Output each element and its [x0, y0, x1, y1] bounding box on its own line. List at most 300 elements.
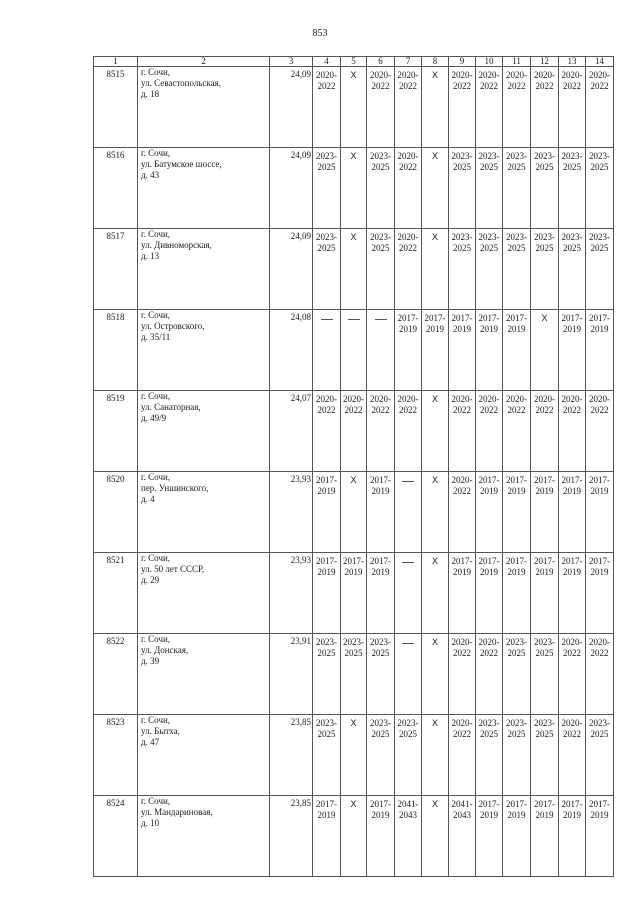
period-start: 2023- — [451, 232, 473, 242]
period-start: 2020- — [397, 70, 419, 80]
period-start: 2023- — [534, 718, 555, 728]
period-end: 2025 — [317, 162, 336, 172]
column-number: 5 — [341, 57, 367, 67]
period-end: 2025 — [535, 648, 554, 658]
address-line: г. Сочи, — [141, 715, 171, 725]
address-line: д. 13 — [141, 251, 160, 261]
period-cell — [341, 553, 367, 634]
period-cell — [531, 553, 559, 634]
period-cell — [586, 67, 614, 148]
table-row — [94, 229, 614, 310]
period-start: 2017- — [534, 799, 555, 809]
period-cell — [476, 148, 503, 229]
period-cell — [586, 634, 614, 715]
period-cell — [395, 796, 422, 877]
period-start: 2020- — [589, 70, 610, 80]
period-cell — [559, 715, 586, 796]
period-cell — [503, 715, 531, 796]
address-line: г. Сочи, — [141, 634, 171, 644]
period-end: 2025 — [480, 162, 498, 172]
period-cell — [422, 391, 449, 472]
period-start: 2017- — [478, 313, 500, 323]
period-end: 2019 — [371, 486, 390, 496]
column-number: 12 — [531, 57, 559, 67]
column-number: 2 — [138, 57, 270, 67]
period-start: 2023- — [451, 151, 473, 161]
period-start: 2023- — [534, 151, 555, 161]
period-end: 2022 — [507, 405, 526, 415]
period-cell — [395, 634, 422, 715]
period-start: 2020- — [561, 718, 583, 728]
address-line: д. 10 — [141, 818, 160, 828]
period-end: 2022 — [453, 648, 471, 658]
address-line: ул. Донская, — [141, 645, 189, 655]
period-cell — [395, 553, 422, 634]
period-end: 2019 — [480, 486, 498, 496]
period-cell — [367, 553, 395, 634]
period-cell — [341, 472, 367, 553]
period-start: 2023- — [589, 151, 610, 161]
period-cell — [341, 634, 367, 715]
period-cell — [395, 472, 422, 553]
period-cell — [367, 148, 395, 229]
period-end: 2019 — [371, 567, 390, 577]
period-cell — [341, 796, 367, 877]
period-start: 2020- — [316, 394, 337, 404]
period-cell — [503, 229, 531, 310]
x-mark: X — [431, 394, 438, 404]
address-line: г. Сочи, — [141, 67, 171, 77]
period-cell — [503, 67, 531, 148]
period-start: 2020- — [370, 70, 391, 80]
period-start: 2020- — [478, 637, 500, 647]
period-cell — [503, 553, 531, 634]
address-line: г. Сочи, — [141, 391, 171, 401]
period-start: 2023- — [534, 637, 555, 647]
column-number: 14 — [586, 57, 614, 67]
period-cell — [586, 715, 614, 796]
period-start: 2023- — [561, 151, 583, 161]
period-start: 2023- — [561, 232, 583, 242]
x-mark: X — [431, 799, 438, 809]
period-start: 2020- — [451, 475, 473, 485]
period-cell — [476, 472, 503, 553]
period-cell — [341, 229, 367, 310]
period-start: 2017- — [561, 475, 583, 485]
period-end: 2022 — [590, 405, 609, 415]
period-cell — [422, 67, 449, 148]
period-start: 2020- — [370, 394, 391, 404]
period-end: 2022 — [563, 405, 581, 415]
column-number: 13 — [559, 57, 586, 67]
address-line: д. 47 — [141, 737, 160, 747]
period-end: 2025 — [371, 243, 390, 253]
period-cell — [476, 715, 503, 796]
address-line: г. Сочи, — [141, 553, 171, 563]
address-line: г. Сочи, — [141, 229, 171, 239]
period-end: 2025 — [563, 162, 581, 172]
period-cell — [476, 634, 503, 715]
table-row — [94, 715, 614, 796]
period-end: 2019 — [590, 567, 609, 577]
address-line: д. 18 — [141, 89, 160, 99]
period-start: 2020- — [451, 718, 473, 728]
period-start: 2020- — [561, 637, 583, 647]
dash-mark — [375, 319, 387, 320]
address-cell — [138, 472, 270, 553]
period-start: 2023- — [478, 718, 500, 728]
period-end: 2022 — [399, 162, 417, 172]
period-end: 2025 — [507, 648, 526, 658]
period-start: 2023- — [506, 232, 527, 242]
period-cell — [503, 472, 531, 553]
period-start: 2020- — [534, 394, 555, 404]
period-cell — [531, 715, 559, 796]
period-cell — [476, 391, 503, 472]
column-number: 11 — [503, 57, 531, 67]
period-start: 2017- — [370, 799, 391, 809]
period-cell — [422, 472, 449, 553]
period-cell — [341, 67, 367, 148]
period-end: 2025 — [590, 162, 609, 172]
period-cell — [531, 148, 559, 229]
period-end: 2019 — [563, 567, 581, 577]
x-mark: X — [431, 232, 438, 242]
page-number: 853 — [312, 28, 328, 39]
period-start: 2017- — [370, 556, 391, 566]
period-start: 2017- — [506, 475, 527, 485]
period-start: 2020- — [343, 394, 364, 404]
period-start: 2023- — [478, 151, 500, 161]
period-cell — [586, 472, 614, 553]
column-number: 3 — [270, 57, 313, 67]
period-end: 2025 — [590, 729, 609, 739]
address-line: ул. Севастопольская, — [141, 78, 222, 88]
period-end: 2022 — [317, 81, 336, 91]
table-row — [94, 472, 614, 553]
row-number: 8515 — [94, 67, 138, 148]
period-end: 2019 — [590, 810, 609, 820]
period-start: 2017- — [316, 556, 337, 566]
period-cell — [367, 796, 395, 877]
period-start: 2017- — [561, 313, 583, 323]
period-end: 2022 — [453, 405, 471, 415]
period-end: 2022 — [317, 405, 336, 415]
period-start: 2020- — [478, 394, 500, 404]
value-cell: 24,09 — [270, 148, 313, 229]
period-end: 2025 — [563, 243, 581, 253]
address-cell — [138, 148, 270, 229]
period-start: 2017- — [424, 313, 446, 323]
period-start: 2017- — [506, 799, 527, 809]
address-cell — [138, 553, 270, 634]
value-cell: 24,08 — [270, 310, 313, 391]
period-end: 2025 — [371, 648, 390, 658]
period-end: 2022 — [399, 243, 417, 253]
period-cell — [586, 148, 614, 229]
period-start: 2017- — [343, 556, 364, 566]
period-cell — [449, 634, 476, 715]
period-cell — [531, 310, 559, 391]
period-cell — [531, 634, 559, 715]
period-start: 2023- — [316, 151, 337, 161]
address-line: д. 43 — [141, 170, 160, 180]
period-start: 2020- — [397, 232, 419, 242]
address-line: г. Сочи, — [141, 148, 171, 158]
x-mark: X — [431, 475, 438, 485]
period-cell — [313, 67, 341, 148]
period-cell — [367, 715, 395, 796]
period-cell — [476, 229, 503, 310]
period-cell — [449, 715, 476, 796]
period-end: 2025 — [507, 243, 526, 253]
period-cell — [559, 634, 586, 715]
address-cell — [138, 715, 270, 796]
table-row — [94, 148, 614, 229]
period-end: 2025 — [317, 243, 336, 253]
value-cell: 23,93 — [270, 472, 313, 553]
period-cell — [531, 472, 559, 553]
address-cell — [138, 634, 270, 715]
period-start: 2020- — [561, 70, 583, 80]
row-number: 8523 — [94, 715, 138, 796]
address-line: д. 35/11 — [141, 332, 171, 342]
address-line: ул. 50 лет СССР, — [141, 564, 205, 574]
period-end: 2022 — [535, 405, 554, 415]
period-end: 2019 — [317, 486, 336, 496]
period-cell — [341, 310, 367, 391]
period-start: 2023- — [589, 718, 610, 728]
period-end: 2019 — [344, 567, 363, 577]
period-cell — [395, 148, 422, 229]
period-cell — [422, 715, 449, 796]
address-line: ул. Батумское шоссе, — [141, 159, 222, 169]
period-start: 2020- — [534, 70, 555, 80]
period-start: 2017- — [370, 475, 391, 485]
period-start: 2023- — [589, 232, 610, 242]
period-start: 2017- — [316, 475, 337, 485]
period-cell — [559, 67, 586, 148]
address-line: д. 39 — [141, 656, 160, 666]
period-cell — [586, 229, 614, 310]
period-start: 2017- — [478, 475, 500, 485]
period-cell — [422, 553, 449, 634]
period-start: 2020- — [451, 637, 473, 647]
value-cell: 23,91 — [270, 634, 313, 715]
period-cell — [422, 796, 449, 877]
row-number: 8516 — [94, 148, 138, 229]
period-start: 2017- — [451, 556, 473, 566]
period-end: 2022 — [563, 729, 581, 739]
period-end: 2022 — [453, 729, 471, 739]
period-end: 2022 — [507, 81, 526, 91]
period-cell — [367, 634, 395, 715]
address-line: ул. Бытха, — [141, 726, 180, 736]
period-cell — [395, 229, 422, 310]
period-cell — [503, 796, 531, 877]
address-line: г. Сочи, — [141, 310, 171, 320]
period-start: 2020- — [397, 394, 419, 404]
table-row — [94, 796, 614, 877]
period-start: 2017- — [561, 556, 583, 566]
address-line: г. Сочи, — [141, 472, 171, 482]
period-end: 2019 — [535, 810, 554, 820]
address-cell — [138, 310, 270, 391]
period-cell — [313, 472, 341, 553]
address-line: г. Сочи, — [141, 796, 171, 806]
period-end: 2022 — [480, 405, 498, 415]
column-number: 6 — [367, 57, 395, 67]
period-end: 2019 — [590, 324, 609, 334]
period-end: 2025 — [535, 243, 554, 253]
column-number: 7 — [395, 57, 422, 67]
period-cell — [313, 715, 341, 796]
x-mark: X — [431, 637, 438, 647]
period-end: 2025 — [507, 729, 526, 739]
period-cell — [422, 229, 449, 310]
period-end: 2022 — [535, 81, 554, 91]
period-end: 2019 — [480, 324, 498, 334]
period-cell — [449, 472, 476, 553]
period-cell — [367, 472, 395, 553]
address-line: д. 4 — [141, 494, 155, 504]
period-start: 2023- — [397, 718, 419, 728]
address-line: д. 49/9 — [141, 413, 167, 423]
period-cell — [313, 229, 341, 310]
table-row — [94, 310, 614, 391]
period-end: 2022 — [399, 405, 417, 415]
dash-mark — [402, 562, 414, 563]
value-cell: 24,09 — [270, 229, 313, 310]
period-end: 2025 — [480, 243, 498, 253]
period-end: 2025 — [344, 648, 363, 658]
period-end: 2022 — [453, 486, 471, 496]
period-cell — [395, 715, 422, 796]
period-cell — [422, 148, 449, 229]
period-cell — [531, 229, 559, 310]
period-cell — [449, 553, 476, 634]
row-number: 8519 — [94, 391, 138, 472]
period-start: 2020- — [451, 70, 473, 80]
value-cell: 23,93 — [270, 553, 313, 634]
period-start: 2017- — [589, 556, 610, 566]
period-cell — [367, 67, 395, 148]
address-line: ул. Мандариновая, — [141, 807, 213, 817]
column-number: 10 — [476, 57, 503, 67]
period-cell — [313, 634, 341, 715]
address-line: ул. Санаторная, — [141, 402, 201, 412]
address-line: д. 29 — [141, 575, 160, 585]
period-cell — [313, 796, 341, 877]
column-number: 1 — [94, 57, 138, 67]
period-end: 2025 — [399, 729, 417, 739]
register-table — [93, 56, 614, 877]
period-end: 2025 — [317, 729, 336, 739]
period-end: 2025 — [535, 162, 554, 172]
period-start: 2023- — [316, 637, 337, 647]
period-end: 2019 — [563, 324, 581, 334]
period-cell — [341, 391, 367, 472]
period-start: 2017- — [534, 556, 555, 566]
dash-mark — [321, 319, 333, 320]
period-end: 2025 — [371, 162, 390, 172]
period-cell — [476, 553, 503, 634]
period-start: 2041- — [397, 799, 419, 809]
period-cell — [313, 310, 341, 391]
period-end: 2019 — [507, 324, 526, 334]
period-start: 2020- — [589, 637, 610, 647]
period-cell — [503, 634, 531, 715]
period-end: 2022 — [480, 648, 498, 658]
period-end: 2019 — [480, 810, 498, 820]
row-number: 8521 — [94, 553, 138, 634]
period-cell — [531, 796, 559, 877]
period-start: 2023- — [316, 718, 337, 728]
x-mark: X — [350, 70, 357, 80]
period-end: 2019 — [317, 810, 336, 820]
row-number: 8518 — [94, 310, 138, 391]
period-cell — [476, 310, 503, 391]
period-cell — [313, 391, 341, 472]
period-cell — [503, 148, 531, 229]
period-start: 2023- — [370, 232, 391, 242]
period-end: 2019 — [507, 567, 526, 577]
period-cell — [559, 310, 586, 391]
period-end: 2025 — [507, 162, 526, 172]
period-end: 2019 — [590, 486, 609, 496]
period-start: 2017- — [506, 556, 527, 566]
period-start: 2023- — [316, 232, 337, 242]
period-cell — [395, 67, 422, 148]
row-number: 8524 — [94, 796, 138, 877]
period-end: 2022 — [480, 81, 498, 91]
period-end: 2019 — [507, 810, 526, 820]
period-cell — [395, 310, 422, 391]
period-cell — [367, 229, 395, 310]
column-number: 4 — [313, 57, 341, 67]
column-number: 9 — [449, 57, 476, 67]
period-end: 2022 — [453, 81, 471, 91]
period-end: 2043 — [399, 810, 417, 820]
period-end: 2022 — [399, 81, 417, 91]
period-cell — [367, 310, 395, 391]
x-mark: X — [350, 799, 357, 809]
table-row — [94, 67, 614, 148]
address-line: ул. Дивноморская, — [141, 240, 212, 250]
period-end: 2025 — [317, 648, 336, 658]
period-cell — [503, 391, 531, 472]
period-cell — [531, 67, 559, 148]
period-end: 2019 — [399, 324, 417, 334]
period-start: 2023- — [370, 151, 391, 161]
period-start: 2017- — [316, 799, 337, 809]
period-start: 2017- — [561, 799, 583, 809]
x-mark: X — [431, 556, 438, 566]
period-cell — [367, 391, 395, 472]
period-cell — [449, 67, 476, 148]
period-start: 2017- — [397, 313, 419, 323]
period-cell — [559, 391, 586, 472]
x-mark: X — [350, 475, 357, 485]
value-cell: 23,85 — [270, 796, 313, 877]
period-start: 2020- — [589, 394, 610, 404]
column-number: 8 — [422, 57, 449, 67]
period-start: 2023- — [370, 637, 391, 647]
row-number: 8520 — [94, 472, 138, 553]
period-end: 2022 — [563, 648, 581, 658]
column-number-row — [94, 57, 614, 67]
period-end: 2022 — [590, 648, 609, 658]
